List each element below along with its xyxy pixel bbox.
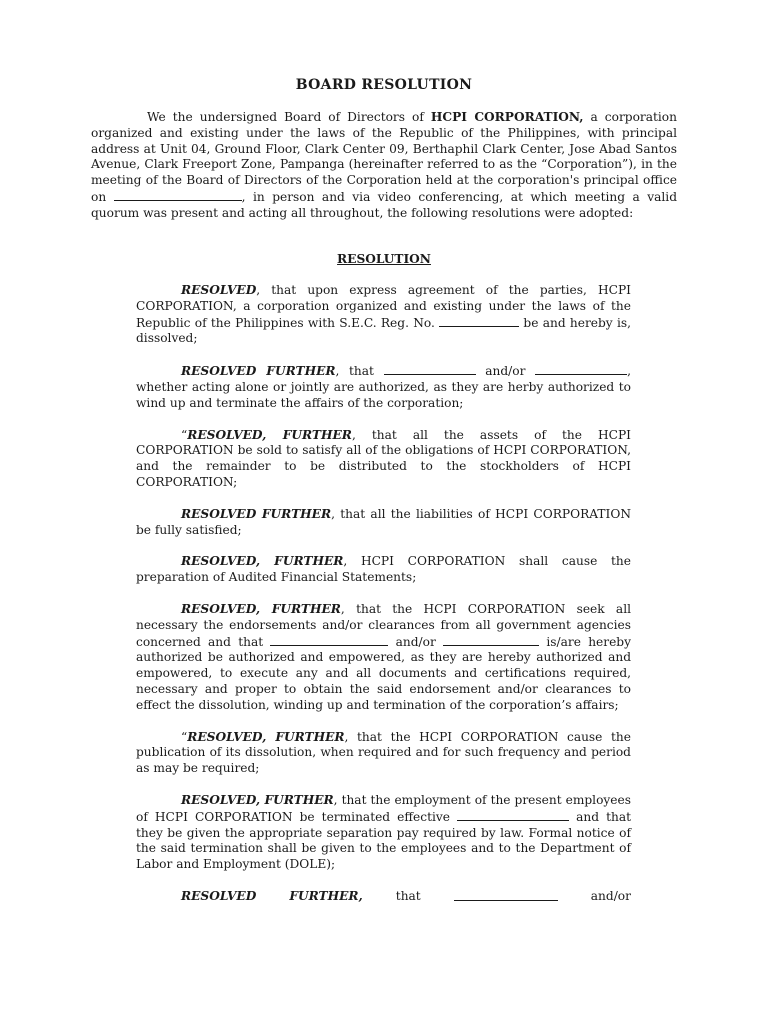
resolution-paragraph-7: “RESOLVED, FURTHER, that the HCPI CORPORATION cause the publication of its dissolution, when required and for such frequency and period as may be required; — [136, 729, 631, 776]
resolution-paragraph-6: RESOLVED, FURTHER, that the HCPI CORPORATION seek all necessary the endorsements and/or clearances from all government agencies concerned and that and/or is/are hereby authorized be authorized and empowered, as they are hereby authorized and empowered, to execute any and all documents and certifications required, necessary and proper to obtain the said endorsement and/or clearances to effect the dissolution, winding up and termination of the corporation’s affairs; — [136, 601, 631, 712]
resolved-keyword: RESOLVED FURTHER — [181, 364, 336, 379]
document-title: BOARD RESOLUTION — [295, 77, 473, 93]
resolved-keyword: RESOLVED, FURTHER — [187, 729, 345, 744]
further-keyword: FURTHER, — [289, 888, 363, 903]
authorized-person-2-blank — [443, 634, 539, 646]
resolutions-body — [136, 283, 631, 905]
company-name: HCPI CORPORATION, — [430, 110, 584, 124]
resolution-paragraph-2: RESOLVED FURTHER, that and/or , whether acting alone or jointly are authorized, as they are herby authorized to wind up and terminate the affairs of the corporation; — [136, 364, 631, 410]
intro-text-3: , in person and via video conferencing, at which meeting a valid quorum was present and acting all throughout, the following resolutions were adopted: — [91, 189, 678, 220]
resolved-keyword: RESOLVED, FURTHER — [187, 427, 352, 442]
sec-reg-no-blank — [439, 315, 519, 327]
resolution-paragraph-5: RESOLVED, FURTHER, HCPI CORPORATION shall cause the preparation of Audited Financial Statements; — [136, 554, 631, 585]
resolution-heading: RESOLUTION — [337, 252, 431, 266]
resolved-keyword: RESOLVED FURTHER — [181, 506, 332, 521]
authorized-person-blank — [454, 889, 558, 901]
authorized-person-1-blank — [384, 363, 476, 375]
authorized-person-2-blank — [535, 363, 627, 375]
resolved-keyword: RESOLVED — [181, 888, 257, 903]
authorized-person-1-blank — [270, 634, 388, 646]
resolution-paragraph-1: RESOLVED, that upon express agreement of the parties, HCPI CORPORATION, a corporation organized and existing under the laws of the Republic of the Philippines with S.E.C. Reg. No. be and hereby is, dissolved; — [136, 283, 631, 346]
intro-paragraph — [91, 110, 677, 222]
termination-date-blank — [457, 809, 569, 821]
resolution-paragraph-3: “RESOLVED, FURTHER, that all the assets of the HCPI CORPORATION be sold to satisfy all of the obligations of HCPI CORPORATION, and the remainder to be distributed to the stockholders of HCPI CORPORATION; — [136, 427, 631, 489]
intro-text-1: We the undersigned Board of Directors of — [147, 110, 431, 124]
resolved-keyword: RESOLVED, FURTHER — [181, 601, 341, 616]
resolution-paragraph-8: RESOLVED, FURTHER, that the employment of the present employees of HCPI CORPORATION be terminated effective and that they be given the appropriate separation pay required by law. Formal notice of the said termination shall be given to the employees and to the Department of Labor and Employment (DOLE); — [136, 792, 632, 872]
resolved-keyword: RESOLVED — [181, 283, 257, 297]
resolved-keyword: RESOLVED, FURTHER — [181, 792, 334, 807]
resolution-paragraph-4: RESOLVED FURTHER, that all the liabilities of HCPI CORPORATION be fully satisfied; — [136, 506, 631, 537]
resolution-paragraph-9: RESOLVED FURTHER, that and/or — [181, 888, 631, 903]
meeting-date-blank — [114, 189, 242, 201]
intro-text-2: a corporation organized and existing under the laws of the Republic of the Philippines, with principal address at Unit 04, Ground Floor, Clark Center 09, Berthaphil Clark Center, Jose Abad Santos Avenue, Clark Freeport Zone, Pampanga (hereinafter referred to as the “Corporation”), in the meeting of the Board of Directors of the Corporation held at the corporation's principal office on — [91, 110, 677, 204]
resolved-keyword: RESOLVED, FURTHER — [181, 554, 344, 569]
